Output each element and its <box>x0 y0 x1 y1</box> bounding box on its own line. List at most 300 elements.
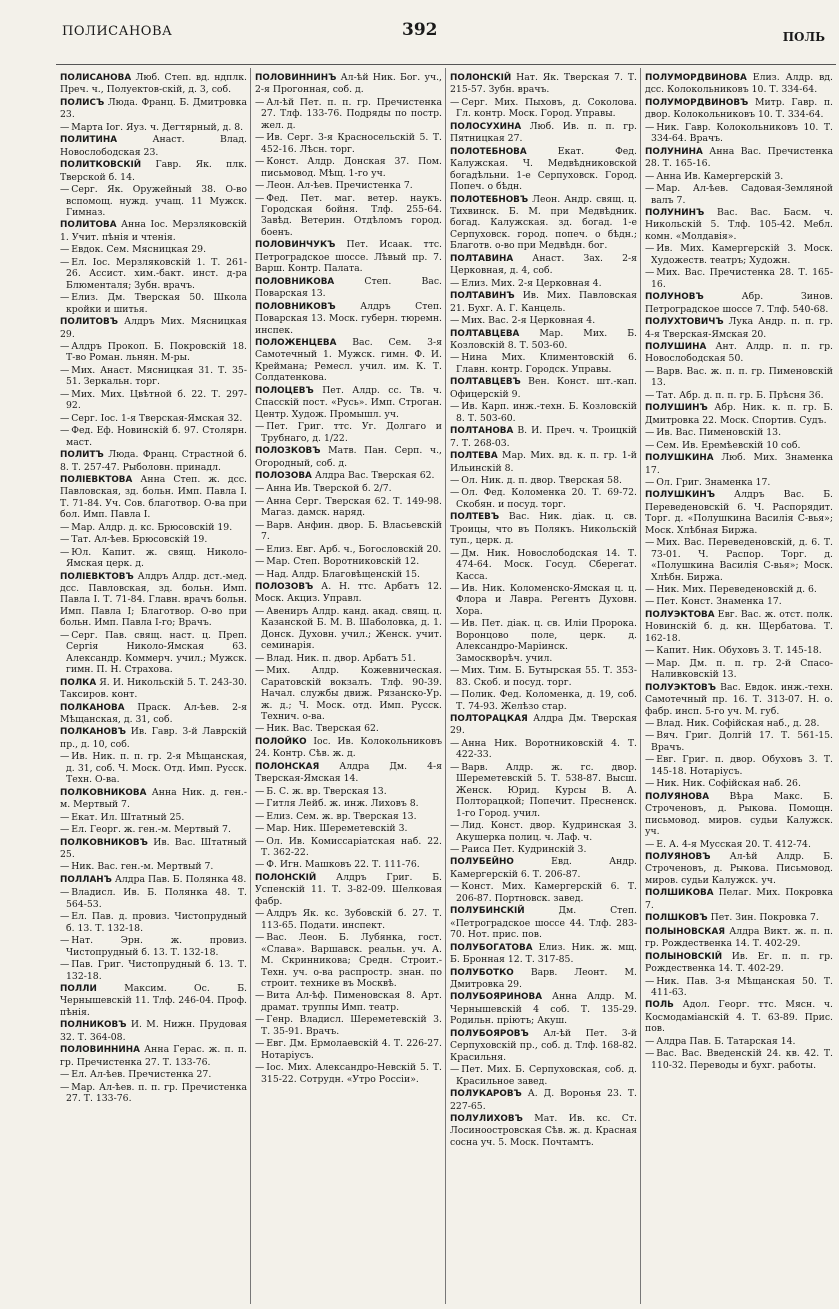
entry-details: Серг. Пав. свящ. наст. ц. Преп. Сергія Николо-Ямская 63. Александр. Коммерч. учил.; Мужск. гимн. П. Н. Страхова. <box>66 629 247 676</box>
entry-details: Марта Іог. Яуз. ч. Дегтярный, д. 8. <box>71 121 244 133</box>
directory-subentry <box>255 665 442 722</box>
directory-entry <box>450 146 637 193</box>
entry-details: В. И. Преч. ч. Троицкій 7. Т. 268-03. <box>450 425 637 449</box>
header-rule <box>56 64 836 65</box>
surname: ПОЛУБОЯРИНОВА <box>450 992 543 1003</box>
directory-subentry <box>645 718 833 729</box>
entry-details: Конст. Алдр. Донская 37. Пом. письмовод. Мѣщ. 1-го уч. <box>261 156 442 179</box>
dash-mark: — <box>255 132 265 144</box>
dash-mark: — <box>255 543 265 555</box>
entry-details: Б. С. ж. вр. Тверская 13. <box>266 785 387 797</box>
dash-mark: — <box>60 1081 70 1093</box>
directory-entry <box>645 912 833 924</box>
directory-subentry <box>645 976 833 999</box>
dash-mark: — <box>255 96 265 108</box>
entry-details: Мих. Тим. Б. Бутырская 55. Т. 353-83. Скоб. и посуд. торг. <box>456 665 637 688</box>
entry-details: Анна Ив. Тверской б. 2/7. <box>266 483 392 495</box>
dash-mark: — <box>450 737 460 749</box>
directory-entry <box>450 290 637 314</box>
directory-subentry <box>450 618 637 664</box>
dash-mark: — <box>60 388 70 400</box>
entry-details: Ив. Ег. п. п. гр. Рождественка 14. Т. 402-29. <box>645 950 833 975</box>
entry-details: Алдра Пав. Б. Полянка 48. <box>114 873 247 885</box>
entry-details: Ник. Гавр. Колокольниковъ 10. Т. 334-64. Врачъ. <box>651 121 833 145</box>
entry-details: Влад. Ник. п. двор. Арбатъ 51. <box>266 652 416 664</box>
entry-details: Ант. Алдр. п. п. гр. Новослободская 50. <box>645 340 833 365</box>
entry-details: Пет. Исаак. ттс. Петроградское шоссе. Лѣвый пр. 7. Варш. Контр. Палата. <box>255 239 442 275</box>
entry-details: Варв. Леонт. М. Дмитровка 29. <box>450 966 637 990</box>
directory-entry <box>450 511 637 546</box>
entry-details: Алдръ Прокоп. Б. Покровскій 18. Т-во Роман. льнян. М-ры. <box>66 340 247 364</box>
dash-mark: — <box>645 365 655 377</box>
dash-mark: — <box>645 596 655 608</box>
surname: ПОЛУНИНЪ <box>645 207 705 218</box>
directory-subentry <box>255 811 442 822</box>
directory-subentry <box>450 665 637 688</box>
dash-mark: — <box>450 881 460 893</box>
surname: ПОЛТАВЦЕВЪ <box>450 377 521 388</box>
dash-mark: — <box>450 844 460 855</box>
dash-mark: — <box>60 425 70 437</box>
surname: ПОЛІЕВКТОВА <box>60 474 133 485</box>
directory-entry <box>450 713 637 737</box>
entry-details: Капит. Ник. Обуховъ 3. Т. 145-18. <box>656 645 822 657</box>
directory-subentry <box>60 630 247 676</box>
surname: ПОЛУМОРДВИНОВА <box>645 73 747 83</box>
surname: ПОЛОСУХИНА <box>450 121 522 132</box>
directory-entry <box>450 253 637 277</box>
surname: ПОЛУБИНСКІЙ <box>450 906 525 917</box>
entry-details: Абр. Зинов. Петроградское шоссе 7. Тлф. 540-68. <box>645 291 833 315</box>
surname: ПОЛОВИННИНЪ <box>255 73 337 83</box>
directory-subentry <box>60 534 247 545</box>
directory-subentry <box>60 257 247 291</box>
directory-subentry <box>645 267 833 290</box>
directory-entry <box>60 97 247 121</box>
surname: ПОЛЫНОВСКАЯ <box>645 926 726 937</box>
directory-subentry <box>450 1064 637 1087</box>
column-1 <box>56 68 251 1304</box>
directory-subentry <box>255 1062 442 1085</box>
entry-details: Вас. Сем. 3-я Самотечный 1. Мужск. гимн. Ф. И. Креймана; Ремесл. учил. им. К. Т. Солдатенкова. <box>255 336 442 384</box>
surname: ПОЛУШИНЪ <box>645 403 708 414</box>
entry-details: Ив. Мих. Павловская 21. Бухг. А. Г. Канцель. <box>450 290 637 314</box>
directory-subentry <box>255 544 442 555</box>
entry-details: Фед. Еф. Новинскій б. 97. Столярн. маст. <box>66 425 247 448</box>
surname: ПОЛУБЕЙНО <box>450 857 514 868</box>
surname: ПОЛТОРАЦКАЯ <box>450 714 528 725</box>
entry-details: Вен. Конст. шт.-кап. Офицерскій 9. <box>450 376 637 400</box>
entry-details: Ол. Григ. Знаменка 17. <box>656 476 771 488</box>
entry-details: Е. А. 4-я Мусская 20. Т. 412-74. <box>656 838 811 850</box>
directory-subentry <box>645 183 833 206</box>
directory-entry <box>645 951 833 975</box>
columns <box>56 68 836 1304</box>
directory-entry <box>450 376 637 400</box>
surname: ПОЛУБОГАТОВА <box>450 942 533 953</box>
dash-mark: — <box>255 605 265 617</box>
dash-mark: — <box>60 340 70 352</box>
entry-details: Ник. Ник. Софійская наб. 26. <box>656 778 801 790</box>
directory-entry <box>255 470 442 482</box>
surname: ПОЛТАНОВА <box>450 426 514 437</box>
dash-mark: — <box>60 546 70 558</box>
directory-subentry <box>60 861 247 872</box>
column-3 <box>446 68 641 1304</box>
directory-subentry <box>60 413 247 424</box>
entry-details: Алдръ Мих. Мясницкая 29. <box>60 316 247 340</box>
surname: ПОЛНИКОВЪ <box>60 1020 127 1031</box>
dash-mark: — <box>60 184 70 196</box>
surname: ПОЛЬ <box>645 1000 674 1011</box>
entry-details: Мар. Дм. п. п. гр. 2-й Спасо-Наливковскій 13. <box>651 657 833 681</box>
directory-subentry <box>450 487 637 510</box>
dash-mark: — <box>60 751 70 763</box>
directory-subentry <box>60 887 247 910</box>
directory-entry <box>60 837 247 861</box>
entry-details: А. Н. ттс. Арбатъ 12. Моск. Акциз. Управл. <box>255 581 442 605</box>
dash-mark: — <box>60 887 70 899</box>
entry-details: Конст. Мих. Камергерскій 6. Т. 206-87. Портновск. завед. <box>456 881 637 904</box>
directory-entry <box>255 301 442 336</box>
surname: ПОЛОНСКАЯ <box>255 761 320 772</box>
directory-entry <box>60 983 247 1018</box>
entry-details: Елиз. Мих. 2-я Церковная 4. <box>461 277 602 289</box>
directory-subentry <box>255 606 442 652</box>
directory-entry <box>645 341 833 365</box>
dash-mark: — <box>450 487 460 499</box>
dash-mark: — <box>255 932 265 944</box>
entry-details: Фед. Пет. маг. ветер. наукъ. Городская бойня. Тлф. 255-64. Завѣд. Ветерин. Отдѣломъ город. боенъ. <box>261 192 442 238</box>
surname: ПОЛИТИНА <box>60 135 118 146</box>
entry-details: Елиз. Дм. Тверская 50. Школа кройки и шитья. <box>66 292 247 315</box>
directory-subentry <box>255 723 442 734</box>
directory-subentry <box>60 547 247 570</box>
running-head-right: ПОЛЬ <box>782 30 825 44</box>
dash-mark: — <box>450 474 460 486</box>
surname: ПОЛУБОЯРОВЪ <box>450 1028 529 1039</box>
entry-details: Максим. Ос. Б. Чернышевскій 11. Тлф. 246-04. Проф. пѣнія. <box>60 982 247 1018</box>
entry-details: Люда. Франц. Б. Дмитровка 23. <box>60 96 247 121</box>
directory-entry <box>645 682 833 717</box>
dash-mark: — <box>60 292 70 304</box>
entry-details: Ел. Пав. д. провиз. Чистопрудный б. 13. Т. 132-18. <box>66 911 247 934</box>
directory-entry <box>60 1044 247 1068</box>
dash-mark: — <box>255 859 265 871</box>
directory-subentry <box>60 911 247 934</box>
directory-subentry <box>450 762 637 819</box>
dash-mark: — <box>450 761 460 773</box>
directory-subentry <box>60 341 247 364</box>
directory-subentry <box>60 389 247 412</box>
entry-details: Елиз. Евг. Арб. ч., Богословскій 20. <box>266 543 442 555</box>
directory-entry <box>645 72 833 96</box>
directory-subentry <box>645 366 833 389</box>
surname: ПОЛОЗОВА <box>255 470 312 481</box>
directory-entry <box>60 1019 247 1043</box>
entry-details: Евг. Григ. п. двор. Обуховъ 3. Т. 145-18. Нотаріусъ. <box>651 754 833 777</box>
directory-entry <box>60 134 247 158</box>
directory-subentry <box>645 537 833 583</box>
directory-entry <box>60 702 247 726</box>
directory-subentry <box>255 823 442 834</box>
directory-entry <box>60 571 247 629</box>
directory-subentry <box>645 778 833 789</box>
entry-details: Гавр. Як. плк. Тверской б. 14. <box>60 159 247 183</box>
entry-details: Анна Ив. Камергерскій 3. <box>656 170 784 182</box>
directory-subentry <box>645 243 833 266</box>
surname: ПОЛОТЕБНОВЪ <box>450 194 529 205</box>
directory-entry <box>60 219 247 243</box>
directory-subentry <box>450 738 637 761</box>
directory-subentry <box>645 390 833 401</box>
directory-entry <box>450 450 637 474</box>
directory-entry <box>450 856 637 880</box>
surname: ПОЛИТКОВСКІЙ <box>60 160 142 171</box>
dash-mark: — <box>645 778 655 790</box>
surname: ПОЛОВНИКОВЪ <box>255 301 336 312</box>
entry-details: Дм. Ник. Новослободская 14. Т. 474-64. Моск. Госуд. Сберегат. Касса. <box>456 547 637 582</box>
entry-details: Митр. Гавр. п. двор. Колокольниковъ 10. Т. 334-64. <box>645 96 833 121</box>
entry-details: Над. Алдр. Благовѣщенскій 15. <box>266 568 420 580</box>
directory-subentry <box>60 812 247 823</box>
dash-mark: — <box>255 156 265 168</box>
directory-subentry <box>645 1048 833 1071</box>
surname: ПОЛУНОВЪ <box>645 292 704 303</box>
surname: ПОЛОЗКОВЪ <box>255 446 321 457</box>
entry-details: Екат. Фед. Калужская. Ч. Медвѣдниковской богадѣльни. 1-е Серпуховск. Город. Попеч. о бѣдн. <box>450 145 637 193</box>
entry-details: Абр. Ник. к. п. гр. Б. Дмитровка 22. Моск. Спортив. Судъ. <box>645 402 833 426</box>
directory-subentry <box>645 440 833 451</box>
entry-details: Люда. Франц. Страстной б. 8. Т. 257-47. Рыболовн. принадл. <box>60 449 247 473</box>
dash-mark: — <box>255 483 265 495</box>
surname: ПОЛИСАНОВА <box>60 73 132 83</box>
entry-details: Я. И. Никольскій 5. Т. 243-30. Таксиров. конт. <box>60 676 247 701</box>
entry-details: Праск. Ал-ѣев. 2-я Мѣщанская, д. 31, соб. <box>60 701 247 726</box>
surname: ПОЛКОВНИКОВЪ <box>60 837 148 848</box>
directory-entry <box>60 677 247 701</box>
dash-mark: — <box>450 277 460 289</box>
entry-details: Нат. Эрн. ж. провиз. Чистопрудный б. 13. Т. 132-18. <box>66 935 247 958</box>
surname: ПОЛІЕВКТОВЪ <box>60 571 134 582</box>
directory-subentry <box>450 352 637 375</box>
entry-details: Вита Ал-ѣф. Пименовская 8. Арт. драмат. труппы Имп. театр. <box>261 990 442 1013</box>
entry-details: Матв. Пан. Серп. ч., Огородный, соб. д. <box>255 445 442 469</box>
entry-details: Лид. Конст. двор. Кудринская 3. Акушерка полиц. ч. Лаф. ч. <box>456 820 637 843</box>
dash-mark: — <box>255 556 265 568</box>
dash-mark: — <box>60 911 70 923</box>
dash-mark: — <box>450 352 460 364</box>
directory-entry <box>450 967 637 991</box>
entry-details: Анна Іос. Мерзляковскій 1. Учит. пѣнія и чтенія. <box>60 219 247 243</box>
entry-details: Сем. Ив. Еремѣевскій 10 соб. <box>656 439 801 451</box>
entry-details: Мих. Алдр. Кожевническая. Саратовскій вокзалъ. Тлф. 90-39. Начал. службы движ. Рязанско-Ур. ж. д.; Ч. Моск. отд. Имп. Русск. Технич. о-ва. <box>261 665 442 723</box>
directory-subentry <box>60 122 247 133</box>
surname: ПОЛУХТОВИЧЪ <box>645 317 724 328</box>
dash-mark: — <box>255 180 265 192</box>
entry-details: Вас. Ник. діак. ц. св. Троицы, что въ Полякъ. Никольскій туп., церк. д. <box>450 511 637 547</box>
entry-details: Мих. Мих. Цвѣтной б. 22. Т. 297-92. <box>66 388 247 412</box>
directory-subentry <box>645 596 833 607</box>
directory-entry <box>645 402 833 426</box>
dash-mark: — <box>450 315 460 327</box>
directory-entry <box>255 761 442 785</box>
dash-mark: — <box>450 547 460 559</box>
surname: ПОЛУЯНОВЪ <box>645 852 711 862</box>
dash-mark: — <box>255 908 265 920</box>
directory-subentry <box>645 171 833 182</box>
directory-entry <box>645 97 833 121</box>
directory-subentry <box>255 836 442 859</box>
entry-details: Анна Серг. Тверская 62. Т. 149-98. Магаз. дамск. наряд. <box>261 495 442 519</box>
directory-entry <box>645 489 833 536</box>
directory-subentry <box>645 658 833 681</box>
dash-mark: — <box>60 256 70 268</box>
entry-details: Пет. Григ. ттс. Уг. Долгаго и Трубнаго, д. 1/22. <box>261 421 442 444</box>
dash-mark: — <box>60 811 70 823</box>
entry-details: Ив. Ник. п. п. гр. 2-я Мѣщанская, д. 31, соб. Ч. Моск. Отд. Имп. Русск. Техн. О-ва. <box>66 751 247 786</box>
dash-mark: — <box>60 364 70 376</box>
surname: ПОЛТЕВА <box>450 451 498 462</box>
entry-details: Ник. Пав. 3-я Мѣщанская 50. Т. 411-63. <box>651 975 833 998</box>
dash-mark: — <box>645 1035 655 1047</box>
dash-mark: — <box>255 835 265 847</box>
directory-entry <box>60 72 247 96</box>
surname: ПОЛУШКИНЪ <box>645 490 715 501</box>
directory-subentry <box>255 990 442 1013</box>
directory-subentry <box>645 1036 833 1047</box>
dash-mark: — <box>255 810 265 822</box>
entry-details: Алдръ Степ. Поварская 13. Моск. губерн. тюремн. инспек. <box>255 300 442 336</box>
entry-details: Алдръ Як. кс. Зубовскій б. 27. Т. 113-65. Подати. инспект. <box>261 908 442 931</box>
directory-subentry <box>450 315 637 326</box>
dash-mark: — <box>450 583 460 595</box>
entry-details: Ив. Пет. діак. ц. св. Иліи Пророка. Воронцово поле, церк. д. Александро-Маріинск. Замоскворѣч. учил. <box>456 618 637 664</box>
entry-details: Ив. Вас. Штатный 25. <box>60 836 247 860</box>
dash-mark: — <box>645 730 655 742</box>
directory-subentry <box>255 180 442 191</box>
entry-details: Ол. Ив. Комиссаріатская наб. 22. Т. 362-22. <box>261 835 442 858</box>
entry-details: Мар. Мих. Б. Козловскій 8. Т. 503-60. <box>450 327 637 351</box>
entry-details: Раиса Пет. Кудринскій 3. <box>461 844 587 855</box>
entry-details: Серг. Мих. Пыховъ, д. Соколова. Гл. контр. Моск. Город. Управы. <box>456 96 637 120</box>
directory-entry <box>450 1028 637 1063</box>
entry-details: Лука Андр. п. п. гр. 4-я Тверская-Ямская 20. <box>645 316 833 340</box>
column-2 <box>251 68 446 1304</box>
surname: ПОЛОНСКІЙ <box>450 73 512 83</box>
entry-details: Пет. Мих. Б. Серпуховская, соб. д. Красильное завед. <box>456 1064 637 1087</box>
directory-entry <box>645 452 833 476</box>
directory-entry <box>255 581 442 605</box>
directory-subentry <box>60 522 247 533</box>
dash-mark: — <box>255 652 265 664</box>
directory-entry <box>450 905 637 940</box>
dash-mark: — <box>450 401 460 413</box>
entry-details: Дм. Степ. «Петроградское шоссе 44. Тлф. 283-70. Нот. прис. пов. <box>450 905 637 941</box>
directory-subentry <box>450 820 637 843</box>
dash-mark: — <box>645 975 655 987</box>
entry-details: Ив. Карп. инж.-техн. Б. Козловскій 8. Т. 503-60. <box>456 401 637 424</box>
entry-details: Ив. Гавр. 3-й Лаврскій пр., д. 10, соб. <box>60 726 247 750</box>
directory-subentry <box>645 427 833 438</box>
directory-entry <box>450 72 637 96</box>
dash-mark: — <box>645 476 655 488</box>
dash-mark: — <box>60 1069 70 1081</box>
entry-details: Анаст. Зах. 2-я Церковная, д. 4, соб. <box>450 252 637 277</box>
surname: ПОЛОЗОВЪ <box>255 582 314 593</box>
entry-details: Пав. Григ. Чистопрудный б. 13. Т. 132-18. <box>66 959 247 982</box>
entry-details: Іос. Мих. Александро-Невскій 5. Т. 315-22. Сотрудн. «Утро Россіи». <box>261 1062 442 1085</box>
dash-mark: — <box>60 521 70 533</box>
directory-entry <box>645 999 833 1034</box>
directory-subentry <box>450 401 637 424</box>
directory-subentry <box>60 365 247 388</box>
surname: ПОЛУШКИНА <box>645 453 714 464</box>
entry-details: Іос. Ив. Колокольниковъ 24. Контр. Сѣв. ж. д. <box>255 735 442 760</box>
entry-details: Евг. Дм. Ермолаевскій 4. Т. 226-27. Нотаріусъ. <box>261 1038 442 1061</box>
dash-mark: — <box>60 824 70 836</box>
dash-mark: — <box>255 1038 265 1050</box>
directory-entry <box>645 926 833 950</box>
dash-mark: — <box>60 534 70 546</box>
entry-details: А. Д. Воронья 23. Т. 227-65. <box>450 1088 637 1112</box>
directory-subentry <box>645 754 833 777</box>
entry-details: Серг. Іос. 1-я Тверская-Ямская 32. <box>71 412 243 424</box>
directory-subentry <box>450 548 637 582</box>
directory-entry <box>450 194 637 252</box>
entry-details: Алдръ Алдр. дст.-мед. дсс. Павловская, зд. больн. Имп. Павла І. Т. 71-84. Главн. врачъ больн. Имп. Павла І; Благотвор. О-во при больн. Имп. Павла І-го; Врачъ. <box>60 570 247 629</box>
entry-details: Анна Ник. Воротниковскій 4. Т. 422-33. <box>456 737 637 761</box>
entry-details: Анна Ник. д. ген.-м. Мертвый 7. <box>60 786 247 811</box>
directory-entry <box>60 474 247 521</box>
entry-details: Адол. Георг. ттс. Мясн. ч. Космодаміанскій 4. Т. 63-89. Прис. пов. <box>645 999 833 1035</box>
dash-mark: — <box>645 754 655 766</box>
directory-subentry <box>645 839 833 850</box>
directory-entry <box>645 609 833 644</box>
surname: ПОЛОВНИКОВА <box>255 276 335 287</box>
surname: ПОЛИТОВА <box>60 220 117 231</box>
entry-details: Вѣра Макс. Б. Строченовъ, д. Рыкова. Помощн. письмовод. миров. судьи Калужск. уч. <box>645 790 833 838</box>
directory-subentry <box>255 798 442 809</box>
surname: ПОЛОТЕБНОВА <box>450 146 527 157</box>
entry-details: Алдръ Григ. Б. Успенскій 11. Т. 3-82-09. Шелковая фабр. <box>255 871 442 907</box>
directory-entry <box>255 445 442 469</box>
surname: ПОЛШИКОВА <box>645 888 714 899</box>
dash-mark: — <box>60 412 70 424</box>
dash-mark: — <box>60 121 70 133</box>
entry-details: Ив. Ник. Коломенско-Ямская ц. ц. Флора и Лавра. Регентъ Духовн. Хора. <box>456 583 637 617</box>
entry-details: Варв. Алдр. ж. гс. двор. Шереметевскій 5. Т. 538-87. Высш. Женск. Юрид. Курсы В. А. Полторацкой; Попечит. Пресненск. 1-го Город. учил. <box>456 761 637 819</box>
dash-mark: — <box>645 657 655 669</box>
directory-entry <box>60 787 247 811</box>
dash-mark: — <box>645 1048 655 1060</box>
entry-details: Ел. Іос. Мерзляковскій 1. Т. 261-26. Ассист. хим.-бакт. инст. д-ра Блюменталя; Зубн. врачъ. <box>66 256 247 291</box>
entry-details: Люб. Степ. вд. ндплк. Преч. ч., Полуектов-скій, д. 3, соб. <box>60 72 247 96</box>
directory-subentry <box>255 1014 442 1037</box>
surname: ПОЛКАНОВЪ <box>60 727 126 738</box>
entry-details: Мар. Алдр. д. кс. Брюсовскій 19. <box>71 521 233 533</box>
entry-details: Ник. Вас. Тверская 62. <box>266 723 379 735</box>
directory-subentry <box>255 520 442 543</box>
column-4 <box>641 68 836 1304</box>
surname: ПОЛЛИ <box>60 983 97 994</box>
entry-details: Алдра Вас. Тверская 62. <box>314 469 435 481</box>
directory-subentry <box>60 292 247 315</box>
entry-details: Ф. Игн. Машковъ 22. Т. 111-76. <box>266 859 420 871</box>
entry-details: Юл. Капит. ж. свящ. Николо-Ямская церк. д. <box>66 546 247 570</box>
dash-mark: — <box>255 495 265 507</box>
entry-details: Вяч. Григ. Долгій 17. Т. 561-15. Врачъ. <box>651 730 833 753</box>
